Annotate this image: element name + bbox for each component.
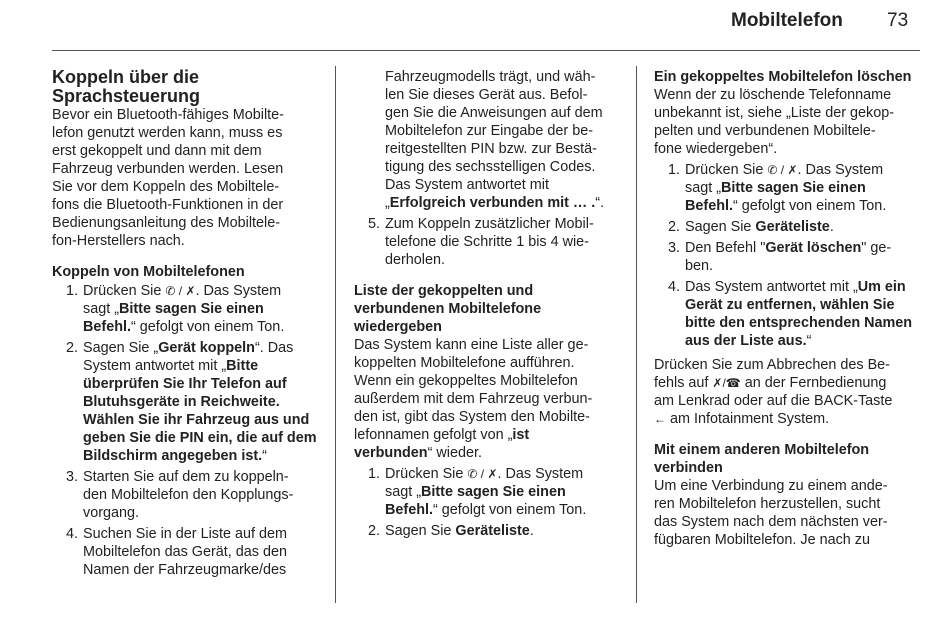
list-item: 1. Drücken Sie ✆ / ✗. Das System sagt „Bitte sagen Sie einen Befehl.“ gefolgt von einem Ton. [65, 283, 285, 335]
mute-hangup-icon: ✗/☎ [712, 376, 741, 390]
list-item: 4. Das System antwortet mit „Um ein Gerät zu entfernen, wählen Sie bitte den entsprechenden Namen aus der Liste aus.“ [667, 279, 913, 349]
delete-intro-paragraph: Wenn der zu löschende Telefonname unbekannt ist, siehe „Liste der gekop- pelten und verbundenen Mobiltele- fone wiedergeben“. [654, 87, 894, 157]
column-divider-left [335, 66, 336, 603]
column-2 [354, 68, 618, 540]
header-divider [52, 50, 920, 51]
page-header-title: Mobiltelefon [731, 10, 843, 31]
list-item: 3. Starten Sie auf dem zu koppeln- den Mobiltelefon den Kopplungs- vorgang. [65, 469, 294, 521]
connect-other-paragraph: Um eine Verbindung zu einem ande- ren Mobiltelefon herzustellen, sucht das System nach dem nächsten ver- fügbaren Mobiltelefon. Je nach zu [654, 478, 888, 548]
subheading-list-phones: Liste der gekoppelten und verbundenen Mobiltelefone wiedergeben [354, 283, 542, 335]
list-item: 3. Den Befehl "Gerät löschen" ge- ben. [667, 240, 892, 274]
list-item: 2. Sagen Sie Geräteliste. [367, 523, 534, 539]
phone-end-call-icon: ✆ / ✗ [467, 467, 498, 481]
back-arrow-icon: ← [654, 412, 666, 426]
column-divider-right [636, 66, 637, 603]
pairing-intro-paragraph: Bevor ein Bluetooth-fähiges Mobilte- lefon genutzt werden kann, muss es erst gekoppelt und dann mit dem Fahrzeug verbunden werden. Lesen Sie vor dem Koppeln des Mobiltele- fons die Bluetooth-Funktionen in der Bedienungsanleitung des Mobiltele- fon-Herstellers nach. [52, 107, 284, 249]
column-3 [654, 68, 922, 549]
list-phones-paragraph: Das System kann eine Liste aller ge- koppelten Mobiltelefone aufführen. Wenn ein gekoppeltes Mobiltelefon außerdem mit dem Fahrzeug verbun- den ist, gibt das System den Mobilte- lefonnamen gefolgt von „ist verbunden“ wieder. [354, 337, 593, 461]
section-heading-pairing-voice: Koppeln über die Sprachsteuerung [52, 67, 201, 106]
list-item: 4. Suchen Sie in der Liste auf dem Mobiltelefon das Gerät, das den Namen der Fahrzeugmarke/des [65, 526, 287, 578]
phone-end-call-icon: ✆ / ✗ [165, 284, 196, 298]
list-item: 1. Drücken Sie ✆ / ✗. Das System sagt „Bitte sagen Sie einen Befehl.“ gefolgt von einem Ton. [667, 162, 887, 214]
page-number: 73 [887, 10, 909, 31]
list-item: 5. Zum Koppeln zusätzlicher Mobil- telefone die Schritte 1 bis 4 wie- derholen. [367, 216, 594, 268]
column-1 [52, 68, 320, 579]
subheading-pairing-phones: Koppeln von Mobiltelefonen [52, 264, 245, 280]
phone-end-call-icon: ✆ / ✗ [767, 163, 798, 177]
cancel-paragraph: Drücken Sie zum Abbrechen des Be- fehls auf ✗/☎ an der Fernbedienung am Lenkrad oder auf die BACK-Taste ← am Infotainment System. [654, 357, 893, 427]
list-item: 1. Drücken Sie ✆ / ✗. Das System sagt „Bitte sagen Sie einen Befehl.“ gefolgt von einem Ton. [367, 466, 587, 518]
subheading-connect-other-phone: Mit einem anderen Mobiltelefon verbinden [654, 442, 870, 476]
list-item: 2. Sagen Sie Geräteliste. [667, 219, 834, 235]
list-item: 2. Sagen Sie „Gerät koppeln“. Das System antwortet mit „Bitte überprüfen Sie Ihr Telefon auf Blutuhsgeräte in Reichweite. Wählen Sie ihr Fahrzeug aus und geben Sie die PIN ein, die auf dem Bildschirm angegeben ist.“ [65, 340, 317, 464]
subheading-delete-phone: Ein gekoppeltes Mobiltelefon löschen [654, 69, 912, 85]
list-item-continued: Fahrzeugmodells trägt, und wäh- len Sie dieses Gerät aus. Befol- gen Sie die Anweisungen auf dem Mobiltelefon zur Eingabe der be- reitgestellten PIN bzw. zur Bestä- tigung des sechsstelligen Codes. Das System antwortet mit „Erfolgreich verbunden mit … .“. [385, 69, 605, 211]
